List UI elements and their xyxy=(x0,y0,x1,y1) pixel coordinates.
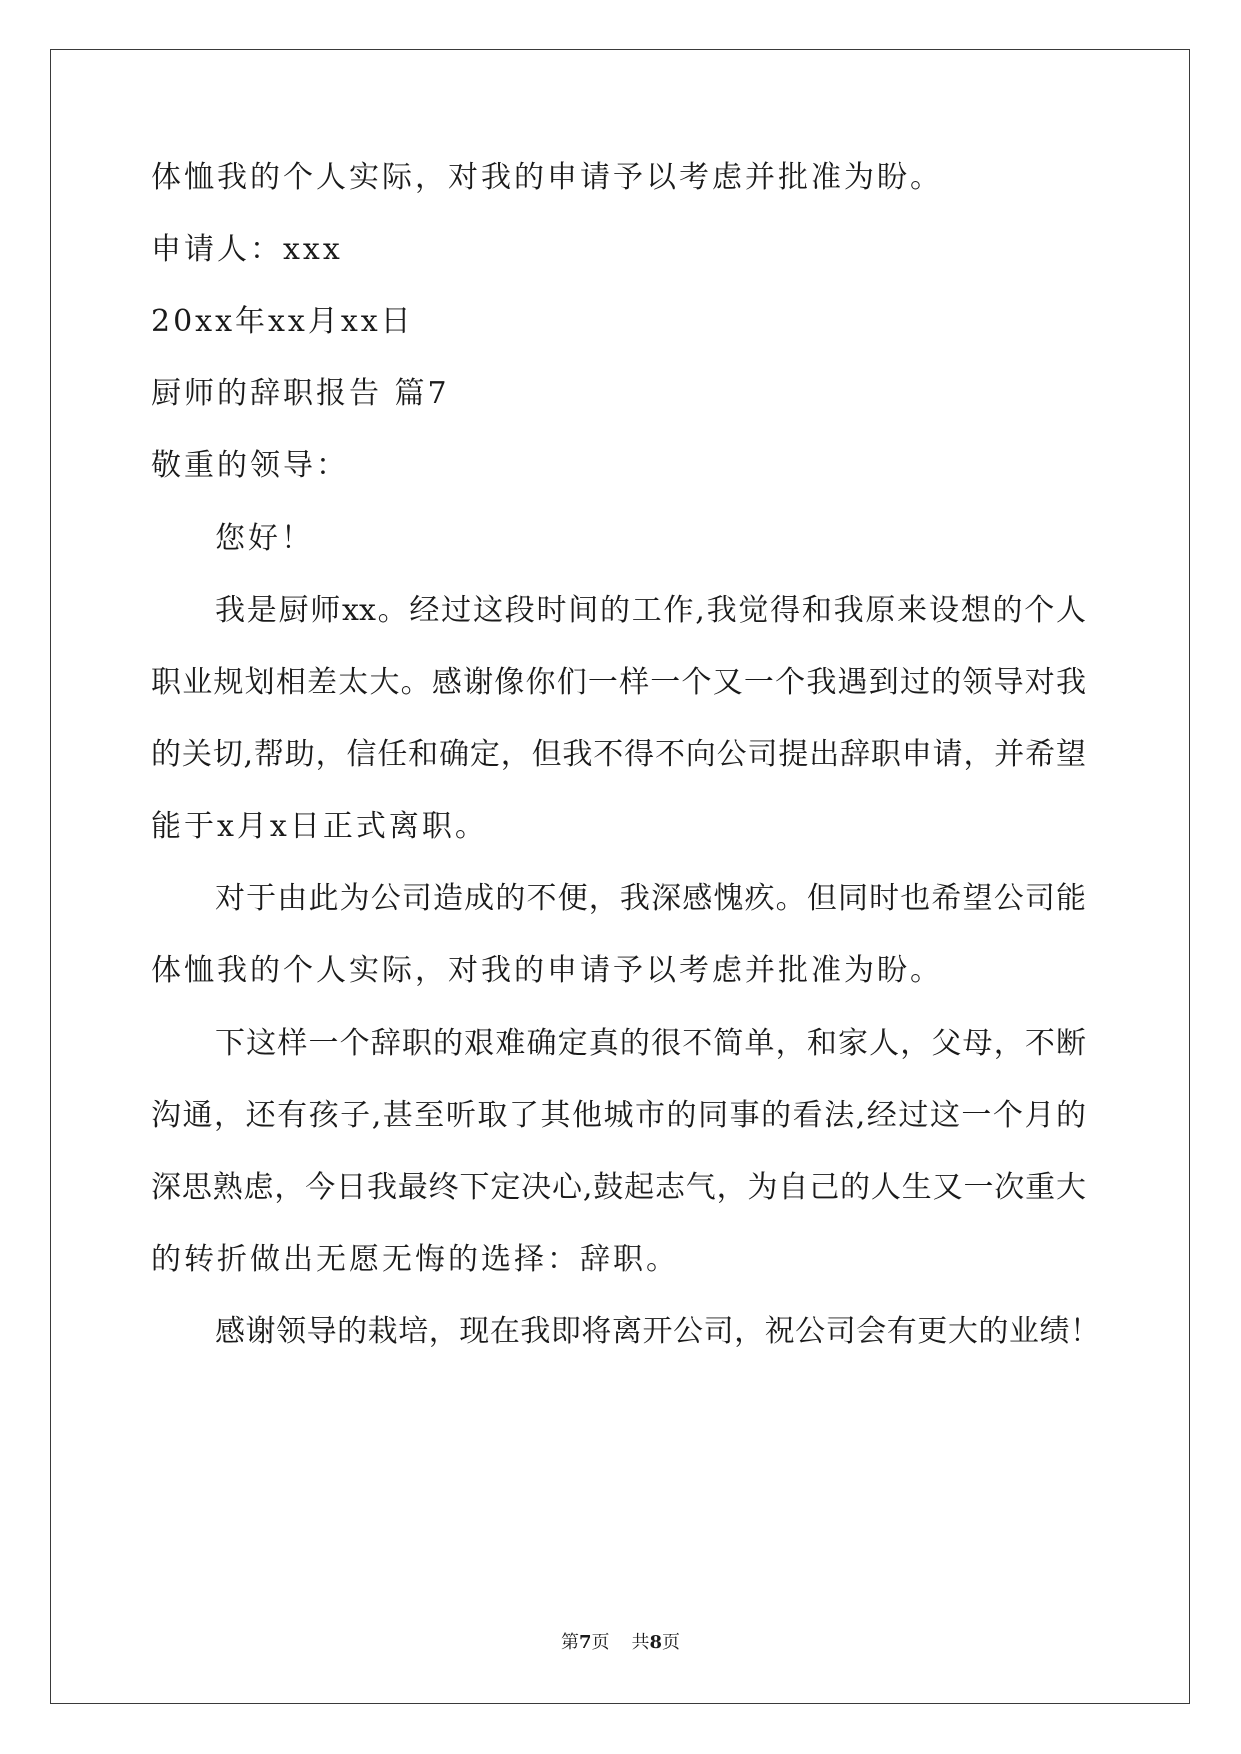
paragraph-line: 感谢领导的栽培，现在我即将离开公司，祝公司会有更大的业绩！ xyxy=(215,1314,1100,1349)
salutation: 敬重的领导： xyxy=(151,448,349,483)
total-prefix: 共 xyxy=(631,1632,650,1653)
paragraph-line: 我是厨师xx。经过这段时间的工作,我觉得和我原来设想的个人 xyxy=(215,593,1086,628)
paragraph-line: 深思熟虑，今日我最终下定决心,鼓起志气，为自己的人生又一次重大 xyxy=(151,1170,1086,1205)
section-heading: 厨师的辞职报告 篇7 xyxy=(151,376,450,411)
total-suffix: 页 xyxy=(662,1632,681,1653)
paragraph-line: 下这样一个辞职的艰难确定真的很不简单，和家人，父母，不断 xyxy=(215,1026,1086,1061)
paragraph-line: 能于x月x日正式离职。 xyxy=(151,809,488,844)
applicant-line: 申请人：xxx xyxy=(151,232,343,267)
page-prefix: 第 xyxy=(560,1632,579,1653)
total-pages: 8 xyxy=(649,1632,663,1653)
greeting: 您好！ xyxy=(215,521,314,556)
page-suffix: 页 xyxy=(591,1632,610,1653)
paragraph-line: 对于由此为公司造成的不便，我深感愧疚。但同时也希望公司能 xyxy=(215,881,1086,916)
page-footer xyxy=(0,1631,1241,1655)
paragraph-line: 职业规划相差太大。感谢像你们一样一个又一个我遇到过的领导对我 xyxy=(151,665,1086,700)
page-border xyxy=(50,49,1190,1704)
page-number: 7 xyxy=(578,1632,592,1653)
paragraph-line: 的关切,帮助，信任和确定，但我不得不向公司提出辞职申请，并希望 xyxy=(151,737,1086,772)
text-line: 体恤我的个人实际，对我的申请予以考虑并批准为盼。 xyxy=(151,160,943,195)
paragraph-line: 体恤我的个人实际，对我的申请予以考虑并批准为盼。 xyxy=(151,953,943,988)
date-line: 20xx年xx月xx日 xyxy=(151,304,414,339)
paragraph-line: 沟通，还有孩子,甚至听取了其他城市的同事的看法,经过这一个月的 xyxy=(151,1098,1086,1133)
paragraph-line: 的转折做出无愿无悔的选择：辞职。 xyxy=(151,1242,679,1277)
